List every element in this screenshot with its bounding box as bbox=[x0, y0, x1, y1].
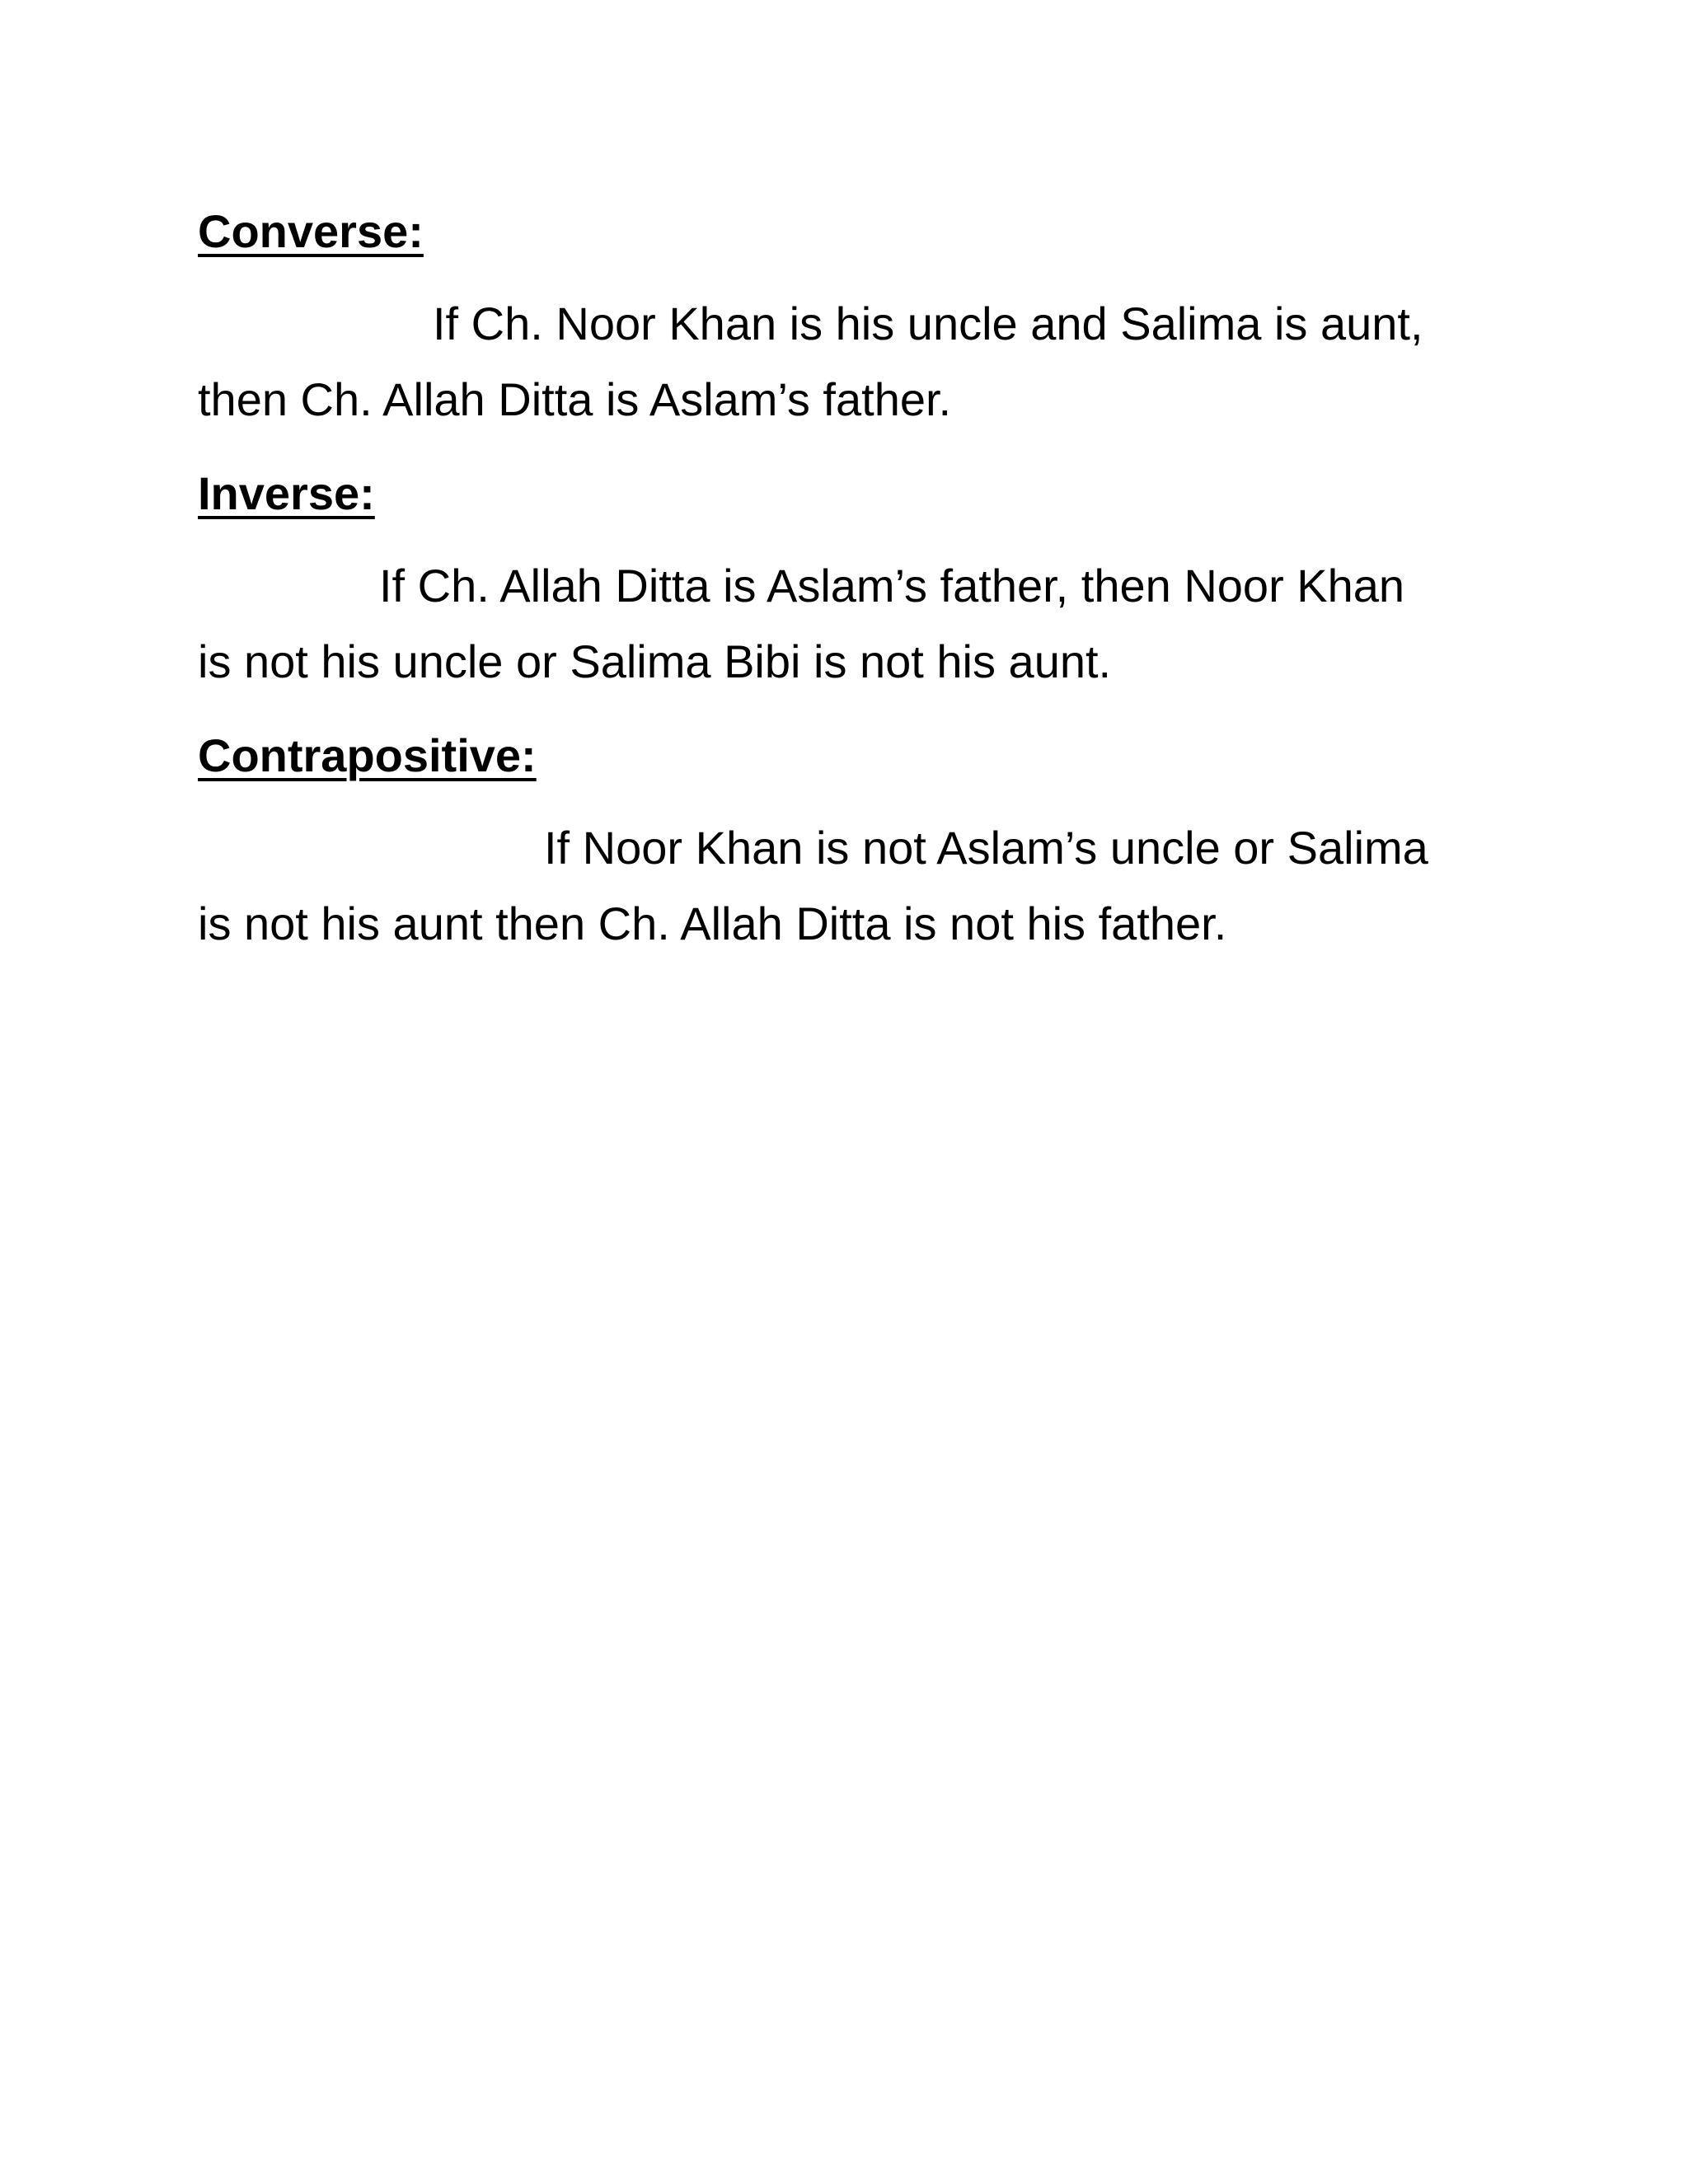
contrapositive-text: If Noor Khan is not Aslam’s uncle or Salima is not his aunt then Ch. Allah Ditta is not his father. bbox=[198, 822, 1442, 949]
document-body bbox=[198, 194, 1451, 980]
inverse-heading: Inverse: bbox=[198, 467, 375, 519]
contrapositive-paragraph bbox=[198, 810, 1451, 962]
contrapositive-heading: Contrapositive: bbox=[198, 729, 537, 781]
inverse-paragraph bbox=[198, 548, 1451, 700]
converse-paragraph bbox=[198, 286, 1451, 438]
converse-heading: Converse: bbox=[198, 205, 424, 257]
inverse-text: If Ch. Allah Ditta is Aslam’s father, then Noor Khan is not his uncle or Salima Bibi is not his aunt. bbox=[198, 560, 1418, 687]
converse-text: If Ch. Noor Khan is his uncle and Salima is aunt, then Ch. Allah Ditta is Aslam’s father. bbox=[198, 298, 1437, 425]
